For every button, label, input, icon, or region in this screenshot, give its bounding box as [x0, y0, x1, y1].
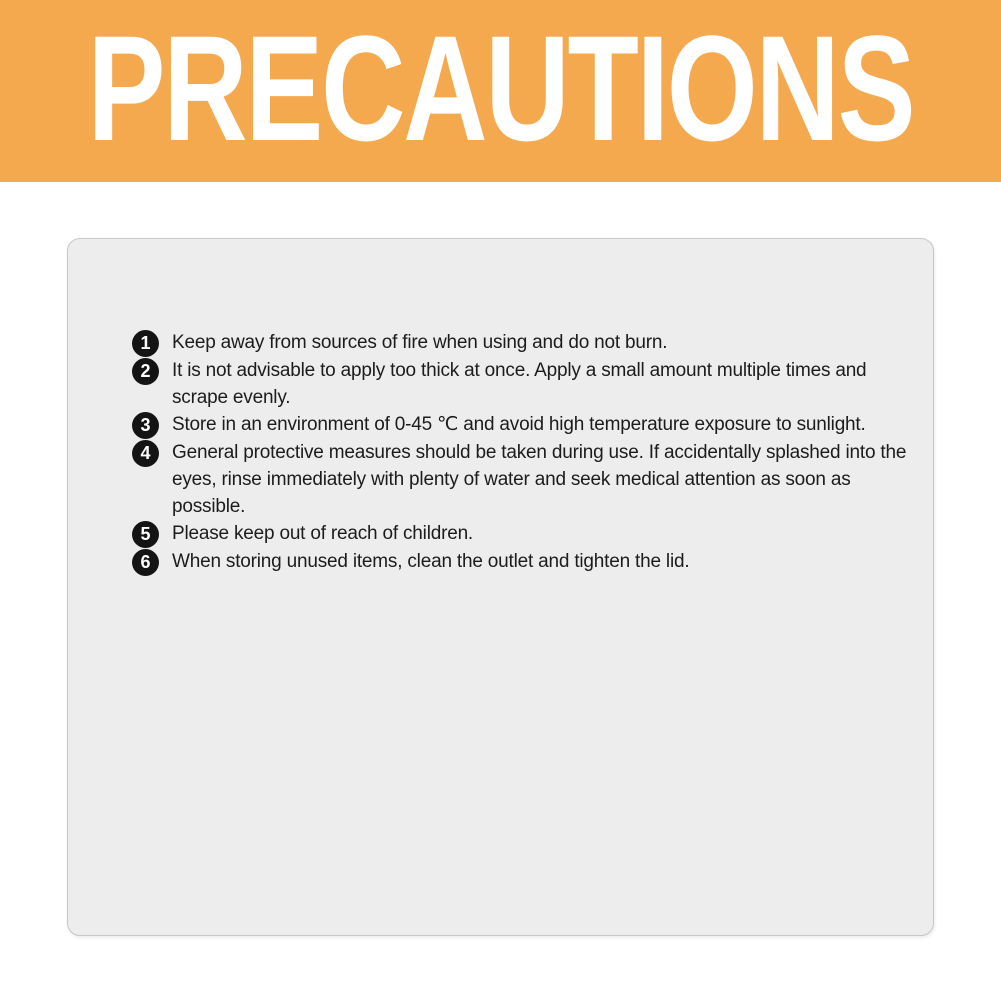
item-text: Store in an environment of 0-45 ℃ and avoid high temperature exposure to sunlight. — [172, 414, 866, 435]
precaution-item — [132, 329, 907, 357]
page-title: PRECAUTIONS — [87, 4, 914, 172]
precaution-item — [132, 411, 907, 439]
precaution-item — [132, 357, 907, 411]
item-number-badge: 6 — [132, 549, 159, 576]
precaution-item — [132, 439, 907, 520]
precaution-item — [132, 548, 907, 576]
item-text: Keep away from sources of fire when using and do not burn. — [172, 332, 668, 353]
precaution-item — [132, 520, 907, 548]
header-banner — [0, 0, 1001, 182]
item-number-badge: 3 — [132, 412, 159, 439]
item-text: When storing unused items, clean the outlet and tighten the lid. — [172, 551, 690, 572]
item-text: General protective measures should be taken during use. If accidentally splashed into the eyes, rinse immediately with plenty of water and seek medical attention as soon as possible. — [172, 442, 907, 517]
item-number-badge: 1 — [132, 330, 159, 357]
item-number-badge: 2 — [132, 358, 159, 385]
item-number-badge: 5 — [132, 521, 159, 548]
item-text: Please keep out of reach of children. — [172, 523, 474, 544]
item-number-badge: 4 — [132, 440, 159, 467]
item-text: It is not advisable to apply too thick at once. Apply a small amount multiple times and scrape evenly. — [172, 360, 867, 408]
precautions-panel — [67, 238, 934, 936]
